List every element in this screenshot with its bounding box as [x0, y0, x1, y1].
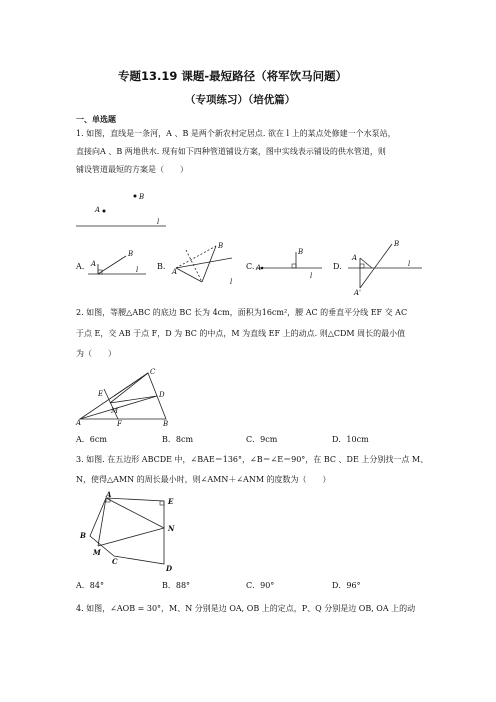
q3-option-d[interactable]: D．96°: [332, 581, 361, 590]
q2-option-c[interactable]: C．9cm: [246, 435, 278, 444]
svg-text:B: B: [218, 242, 224, 250]
q1-main-figure: [76, 190, 176, 232]
section-heading: 一、单选题: [76, 115, 116, 124]
q3-option-a[interactable]: A．84°: [76, 581, 104, 590]
svg-text:A: A: [76, 419, 82, 427]
q2-line3: 为（ ）: [76, 349, 116, 358]
svg-text:B: B: [298, 248, 304, 256]
svg-text:D: D: [166, 564, 173, 573]
q2-line2: 于点 E，交 AB 于点 F，D 为 BC 的中点，M 为直线 EF 上的动点. 则△CDM 周长的最小值: [76, 329, 406, 338]
q1-option-b[interactable]: B.: [157, 262, 166, 271]
svg-text:A: A: [352, 254, 358, 262]
q3-option-b[interactable]: B．88°: [162, 581, 191, 590]
svg-text:A: A: [106, 490, 112, 499]
q1-option-c-figure: [256, 248, 326, 280]
svg-text:B: B: [128, 250, 134, 258]
q2-triangle-figure: [76, 367, 186, 429]
q3-option-c[interactable]: C．90°: [246, 581, 275, 590]
q2-option-b[interactable]: B．8cm: [162, 435, 194, 444]
point-b: [134, 195, 137, 198]
svg-text:N: N: [168, 524, 175, 533]
svg-text:A: A: [172, 268, 178, 276]
svg-text:M: M: [93, 548, 101, 557]
q1-option-d-figure: [346, 238, 426, 296]
q1-option-c[interactable]: C.: [246, 262, 255, 271]
q1-line1: 1. 如图，直线是一条河，A 、B 是两个新农村定居点. 欲在 l 上的某点处修建一个水泵站，: [76, 129, 396, 138]
svg-text:A: A: [91, 260, 97, 268]
q3-line1: 3. 如图. 在五边形 ABCDE 中，∠BAE＝136°，∠B＝∠E＝90°，在 BC 、DE 上分别找一点 M、: [76, 455, 429, 464]
svg-text:E: E: [98, 390, 104, 398]
svg-text:D: D: [159, 391, 165, 399]
svg-text:M: M: [111, 407, 119, 415]
page-subtitle: （专项练习）（培优篇）: [185, 94, 296, 106]
q1-option-b-figure: [172, 244, 242, 288]
page-title: 专题13.19 课题-最短路径（将军饮马问题）: [118, 69, 348, 83]
svg-text:C: C: [150, 368, 156, 376]
q2-line1: 2. 如图，等腰△ABC 的底边 BC 长为 4cm，面积为16cm²，腰 AC 的垂直平分线 EF 交 AC: [76, 308, 408, 317]
svg-text:B: B: [163, 420, 169, 428]
q1-line3: 铺设管道最短的方案是（ ）: [76, 165, 188, 174]
label-b: B: [139, 193, 145, 201]
q1-option-d[interactable]: D.: [333, 262, 342, 271]
svg-text:l: l: [408, 260, 411, 268]
svg-text:B: B: [394, 240, 400, 248]
q1-option-a[interactable]: A.: [76, 262, 85, 271]
svg-text:l: l: [230, 278, 233, 286]
q3-pentagon-figure: [76, 490, 186, 574]
q4-line1: 4. 如图，∠AOB = 30°，M、N 分别是边 OA, OB 上的定点，P、Q 分别是边 OB, OA 上的动: [76, 604, 416, 613]
svg-text:C: C: [112, 557, 118, 566]
svg-text:A': A': [354, 289, 361, 297]
label-l: l: [157, 218, 160, 226]
q1-option-a-figure: [88, 248, 148, 280]
svg-text:l: l: [310, 272, 313, 280]
svg-text:F: F: [117, 420, 122, 428]
svg-text:E: E: [168, 497, 174, 506]
q2-option-d[interactable]: D．10cm: [332, 435, 369, 444]
q1-line2: 直接向A 、B 两地供水. 现有如下四种管道铺设方案，图中实线表示铺设的供水管道，则: [76, 147, 386, 156]
svg-text:B: B: [80, 531, 86, 540]
svg-text:A: A: [256, 264, 262, 272]
point-a: [103, 210, 106, 213]
q3-line2: N，使得△AMN 的周长最小时，则∠AMN＋∠ANM 的度数为（ ）: [76, 475, 331, 484]
svg-text:l: l: [136, 266, 139, 274]
label-a: A: [95, 206, 101, 214]
q2-option-a[interactable]: A．6cm: [76, 435, 107, 444]
